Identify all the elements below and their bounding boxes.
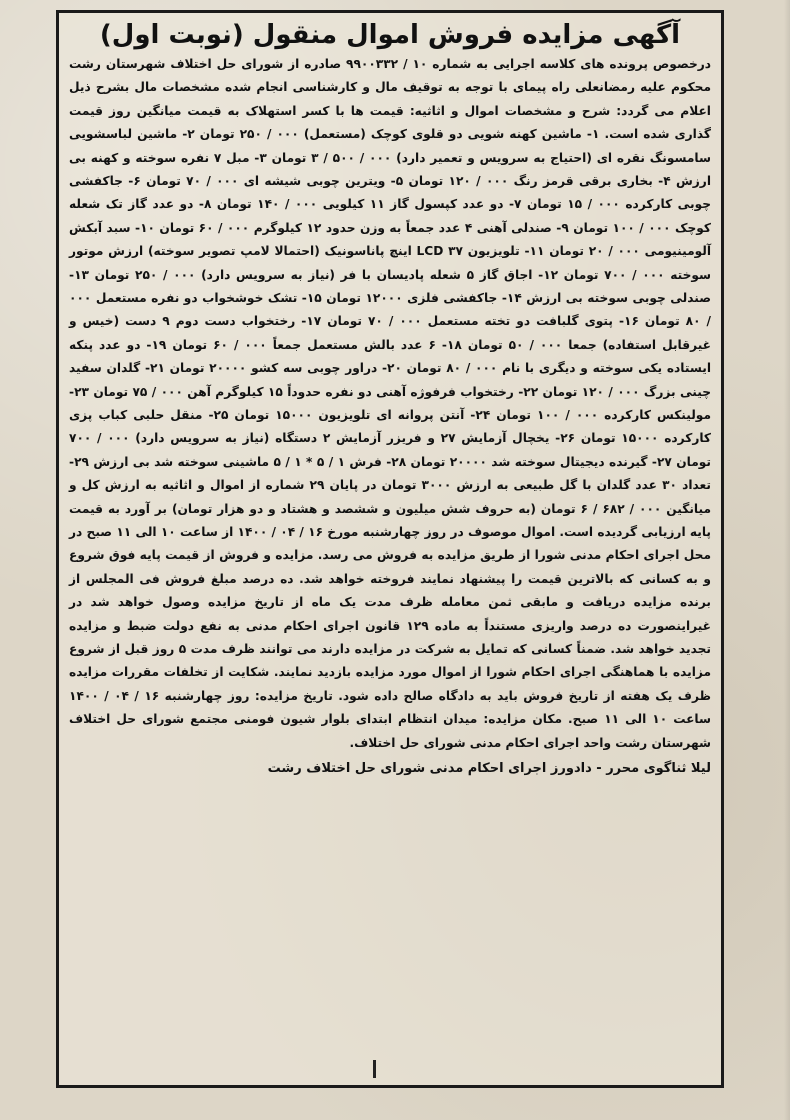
notice-body: درخصوص پرونده های کلاسه اجرایی به شماره ۱۰ / ۹۹۰۰۳۳۲ صادره از شورای حل اختلاف شهرستان رشت محکوم علیه رمضانعلی راه پیمای با توجه به توقیف مال و کارشناسی انجام شده مشخصات مال بشرح ذیل اعلام می گردد: شرح و مشخصات اموال و اثاثیه: قیمت ها با کسر استهلاک به قیمت میانگین روز قیمت گذاری شده است. ۱- ماشین کهنه شویی دو قلوی کوچک (مستعمل) ۰۰۰ / ۲۵۰ تومان ۲- ماشین لباسشویی سامسونگ نقره ای (احتیاج به سرویس و تعمیر دارد) ۰۰۰ / ۵۰۰ / ۳ تومان ۳- مبل ۷ نفره سوخته و کهنه بی ارزش ۴- بخاری برقی قرمز رنگ ۰۰۰ / ۱۲۰ تومان ۵- ویترین چوبی شیشه ای ۰۰۰ / ۷۰ تومان ۶- جاکفشی چوبی کارکرده ۰۰۰ / ۱۵ تومان ۷- دو عدد کپسول گاز ۱۱ کیلویی ۰۰۰ / ۱۴۰ تومان ۸- دو عدد گاز تک شعله کوچک ۰۰۰ / ۱۰۰ تومان ۹- صندلی آهنی ۴ عدد جمعاً به وزن حدود ۱۲ کیلوگرم ۰۰۰ / ۶۰ تومان ۱۰- سبد آبکش آلومینیومی ۰۰۰ / ۲۰ تومان ۱۱- تلویزیون LCD ۳۷ اینچ پاناسونیک (احتمالا لامپ تصویر سوخته) ارزش موتور سوخته ۰۰۰ / ۷۰۰ تومان ۱۲- اجاق گاز ۵ شعله پادیسان با فر (نیاز به سرویس دارد) ۰۰۰ / ۲۵۰ تومان ۱۳- صندلی چوبی سوخته بی ارزش ۱۴- جاکفشی فلزی ۱۲۰۰۰ تومان ۱۵- تشک خوشخواب دو نفره مستعمل ۰۰۰ / ۸۰ تومان ۱۶- پتوی گلبافت دو تخته مستعمل ۰۰۰ / ۷۰ تومان ۱۷- رختخواب دست دوم ۹ دست (خیس و غیرقابل استفاده) جمعا ۰۰۰ / ۵۰ تومان ۱۸- ۶ عدد بالش مستعمل جمعاً ۰۰۰ / ۶۰ تومان ۱۹- دو عدد پنکه ایستاده یکی سوخته و دیگری با نام ۰۰۰ / ۸۰ تومان ۲۰- دراور چوبی سه کشو ۲۰۰۰۰ تومان ۲۱- گلدان سفید چینی بزرگ ۰۰۰ / ۱۲۰ تومان ۲۲- رختخواب فرفوژه آهنی دو نفره حدوداً ۱۵ کیلوگرم آهن ۰۰۰ / ۷۵ تومان ۲۳- مولینکس کارکرده ۰۰۰ / ۱۰۰ تومان ۲۴- آنتن پروانه ای تلویزیون ۱۵۰۰۰ تومان ۲۵- منقل حلبی کباب پزی کارکرده ۱۵۰۰۰ تومان ۲۶- یخچال آزمایش ۲۷ و فریزر آزمایش ۲ دستگاه (نیاز به سرویس دارد) ۰۰۰ / ۷۰۰ تومان ۲۷- گیرنده دیجیتال سوخته شد ۲۰۰۰۰ تومان ۲۸- فرش ۱ / ۵ * ۱ / ۵ ماشینی سوخته شد بی ارزش ۲۹- تعداد ۳۰ عدد گلدان با گل طبیعی به ارزش ۳۰۰۰ تومان در پایان ۲۹ شماره از اموال و اثاثیه به ارزش کل و میانگین ۰۰۰ / ۶۸۲ / ۶ تومان (به حروف شش میلیون و ششصد و هشتاد و دو هزار تومان) بر آورد به قیمت پایه ارزیابی گردیده است. اموال موصوف در روز چهارشنبه مورخ ۱۶ / ۰۴ / ۱۴۰۰ از ساعت ۱۰ الی ۱۱ صبح در محل اجرای احکام مدنی شورا از طریق مزایده به فروش می رسد. مزایده و فروش از قیمت پایه فوق شروع و به کسانی که بالاترین قیمت را پیشنهاد نمایند فروخته خواهد شد. ده درصد مبلغ فروش فی المجلس از برنده مزایده دریافت و مابقی ثمن معامله ظرف مدت یک ماه از تاریخ مزایده وصول خواهد شد در غیراینصورت ده درصد واریزی مستنداً به ماده ۱۲۹ قانون اجرای احکام مدنی به نفع دولت ضبط و مزایده تجدید خواهد شد. ضمناً کسانی که تمایل به شرکت در مزایده دارند می توانند ظرف مدت ۵ روز قبل از شروع مزایده با هماهنگی اجرای احکام شورا از اموال مورد مزایده بازدید نمایند. شکایت از تخلفات مقررات مزایده ظرف یک هفته از تاریخ فروش باید به دادگاه صالح داده شود. تاریخ مزایده: روز چهارشنبه ۱۶ / ۰۴ / ۱۴۰۰ ساعت ۱۰ الی ۱۱ صبح. مکان مزایده: میدان انتظام ابتدای بلوار شیون فومنی مجتمع شورای حل اختلاف شهرستان رشت واحد اجرای احکام مدنی شورای حل اختلاف. [69,56,712,750]
notice-signature: لیلا ثناگوی محرر - دادورز اجرای احکام مدنی شورای حل اختلاف رشت [267,761,711,777]
scan-edge [784,0,790,1120]
notice-content [69,21,711,1077]
notice-frame [56,10,724,1088]
page-mark [373,1060,376,1078]
notice-title: آگهی مزایده فروش اموال منقول (نوبت اول) [99,20,681,50]
